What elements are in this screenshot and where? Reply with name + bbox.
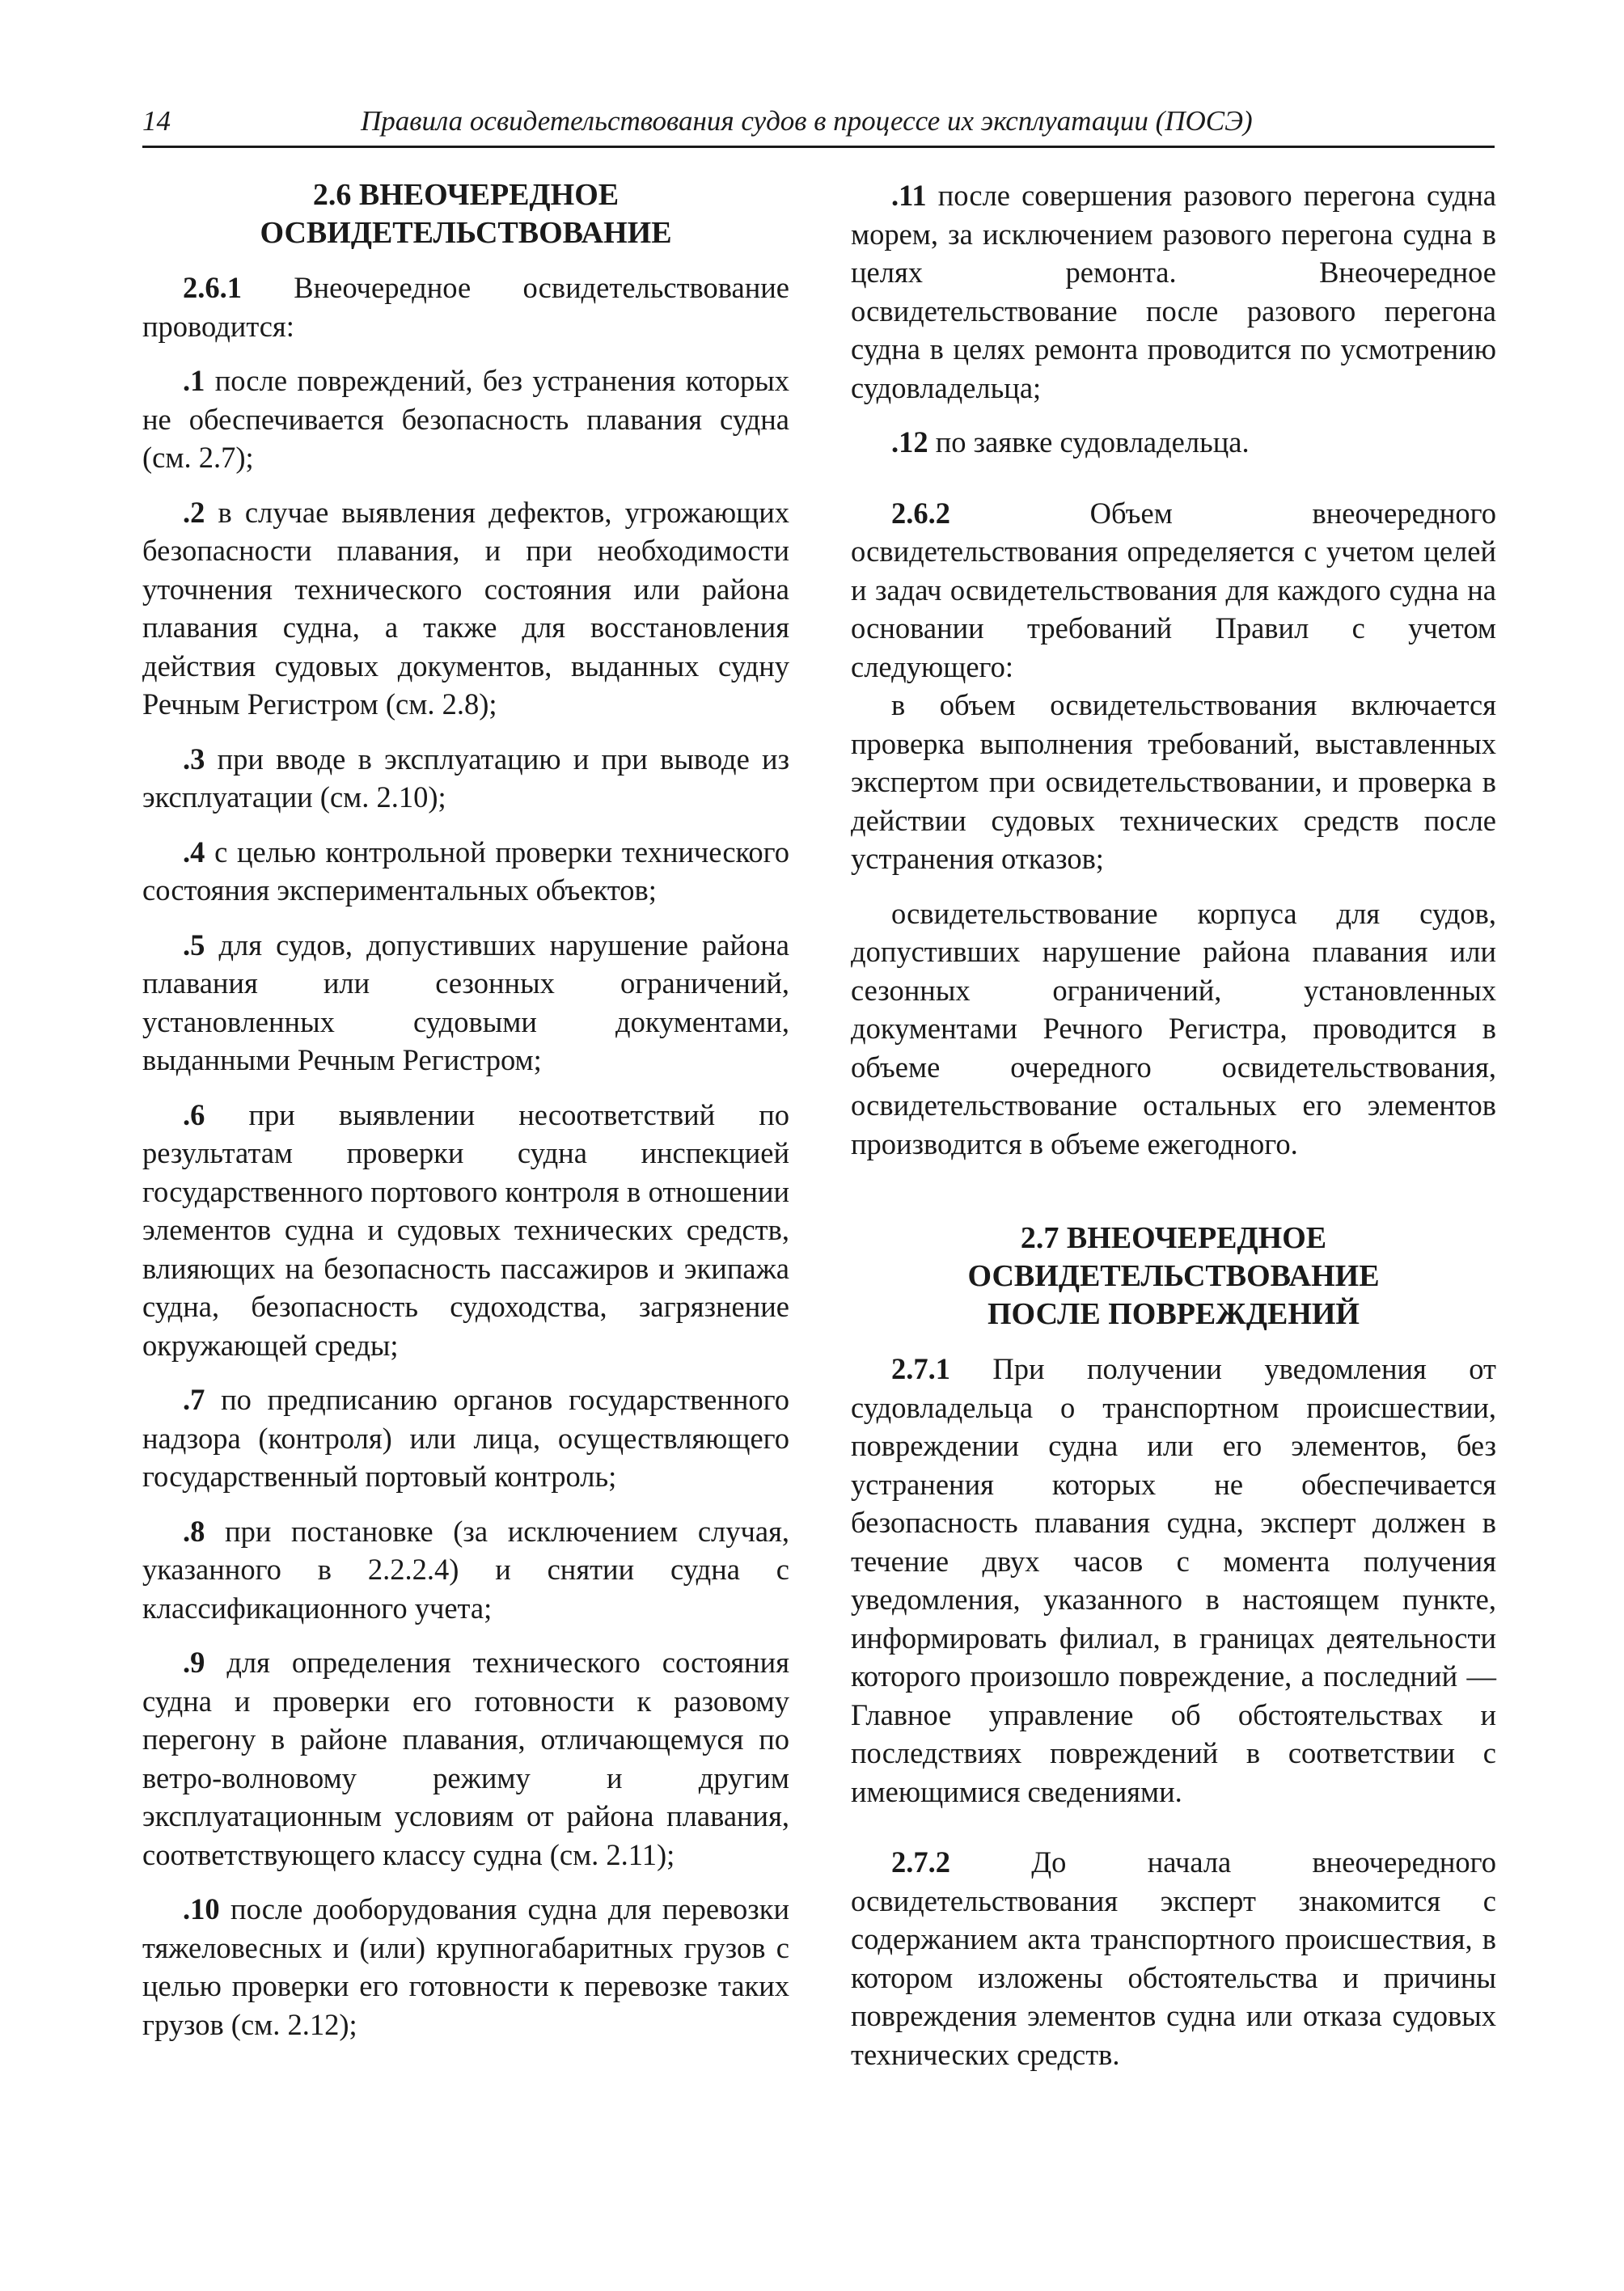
list-item: .11 после совершения разового перегона судна морем, за исключением разового перегона судна в целях ремонта. Внеочередное освидетельствование после разового перегона судна в целях ремонта проводится по усмотрению судовладельца; [851,179,1496,404]
list-item: .5 для судов, допустивших нарушение района плавания или сезонных ограничений, установленных судовыми документами, выданными Речным Регистром; [142,928,789,1076]
right-column [851,176,1496,1163]
paragraph-2-6-2: 2.6.2 Объем внеочередного освидетельствования определяется с учетом целей и задач освидетельствования для каждого судна на основании требований Правил с учетом следующего: [851,496,1496,683]
running-header [142,104,1495,148]
page-number: 14 [142,105,171,137]
paragraph-2-7-2: 2.7.2 До начала внеочередного освидетельствования эксперт знакомится с содержанием акта транспортного происшествия, в котором изложены обстоятельства и причины повреждения элементов судна или отказа судовых технических средств. [851,1845,1496,2071]
section-heading-2-7: 2.7 ВНЕОЧЕРЕДНОЕ ОСВИДЕТЕЛЬСТВОВАНИЕ ПОСЛЕ ПОВРЕЖДЕНИЙ [967,1221,1380,1331]
list-item: .2 в случае выявления дефектов, угрожающих безопасности плавания, и при необходимости уточнения технического состояния или района плавания судна, а также для восстановления действия судовых документов, выданных судну Речным Регистром (см. 2.8); [142,495,789,721]
left-column [142,176,789,2044]
list-item: .12 по заявке судовладельца. [891,425,1250,459]
list-item: .10 после дооборудования судна для перевозки тяжеловесных и (или) крупногабаритных грузов с целью проверки его готовности к перевозке таких грузов (см. 2.12); [142,1892,789,2041]
paragraph-2-6-2-b: освидетельствование корпуса для судов, допустивших нарушение района плавания или сезонных ограничений, установленных документами Речного Регистра, проводится в объеме очередного освидетельствования, освидетельствование остальных его элементов производится в объеме ежегодного. [851,896,1496,1160]
right-column-section-2-7 [851,1219,1496,2073]
section-heading-2-6: 2.6 ВНЕОЧЕРЕДНОЕ ОСВИДЕТЕЛЬСТВОВАНИЕ [260,178,672,250]
list-item: .4 с целью контрольной проверки технического состояния экспериментальных объектов; [142,835,789,907]
paragraph-2-7-1: 2.7.1 При получении уведомления от судовладельца о транспортном происшествии, повреждении судна или его элементов, без устранения которых не обеспечивается безопасность плавания судна, эксперт должен в течение двух часов с момента получения уведомления, указанного в настоящем пункте, информировать филиал, в границах деятельности которого произошло повреждение, а последний — Главное управление об обстоятельствах и последствиях повреждений в соответствии с имеющимися сведениями. [851,1352,1496,1808]
paragraph-2-6-2-a: в объем освидетельствования включается проверка выполнения требований, выставленных экспертом при освидетельствовании, и проверка в действии судовых технических средств после устранения отказов; [851,688,1496,875]
list-item: .7 по предписанию органов государственного надзора (контроля) или лица, осуществляющего государственный портовый контроль; [142,1383,789,1493]
paragraph-2-6-1: 2.6.1 Внеочередное освидетельствование проводится: [142,271,789,343]
running-title: Правила освидетельствования судов в процессе их эксплуатации (ПОСЭ) [361,105,1253,137]
list-item: .3 при вводе в эксплуатацию и при выводе из эксплуатации (см. 2.10); [142,742,789,814]
list-item: .9 для определения технического состояния судна и проверки его готовности к разовому перегону в районе плавания, отличающемуся по ветро-волновому режиму и другим эксплуатационным условиям от района плавания, соответствующего классу судна (см. 2.11); [142,1646,789,1871]
list-item: .1 после повреждений, без устранения которых не обеспечивается безопасность плавания судна (см. 2.7); [142,364,789,474]
list-item: .8 при постановке (за исключением случая, указанного в 2.2.2.4) и снятии судна с классификационного учета; [142,1514,789,1625]
list-item: .6 при выявлении несоответствий по результатам проверки судна инспекцией государственного портового контроля в отношении элементов судна и судовых технических средств, влияющих на безопасность пассажиров и экипажа судна, безопасность судоходства, загрязнение окружающей среды; [142,1097,789,1362]
